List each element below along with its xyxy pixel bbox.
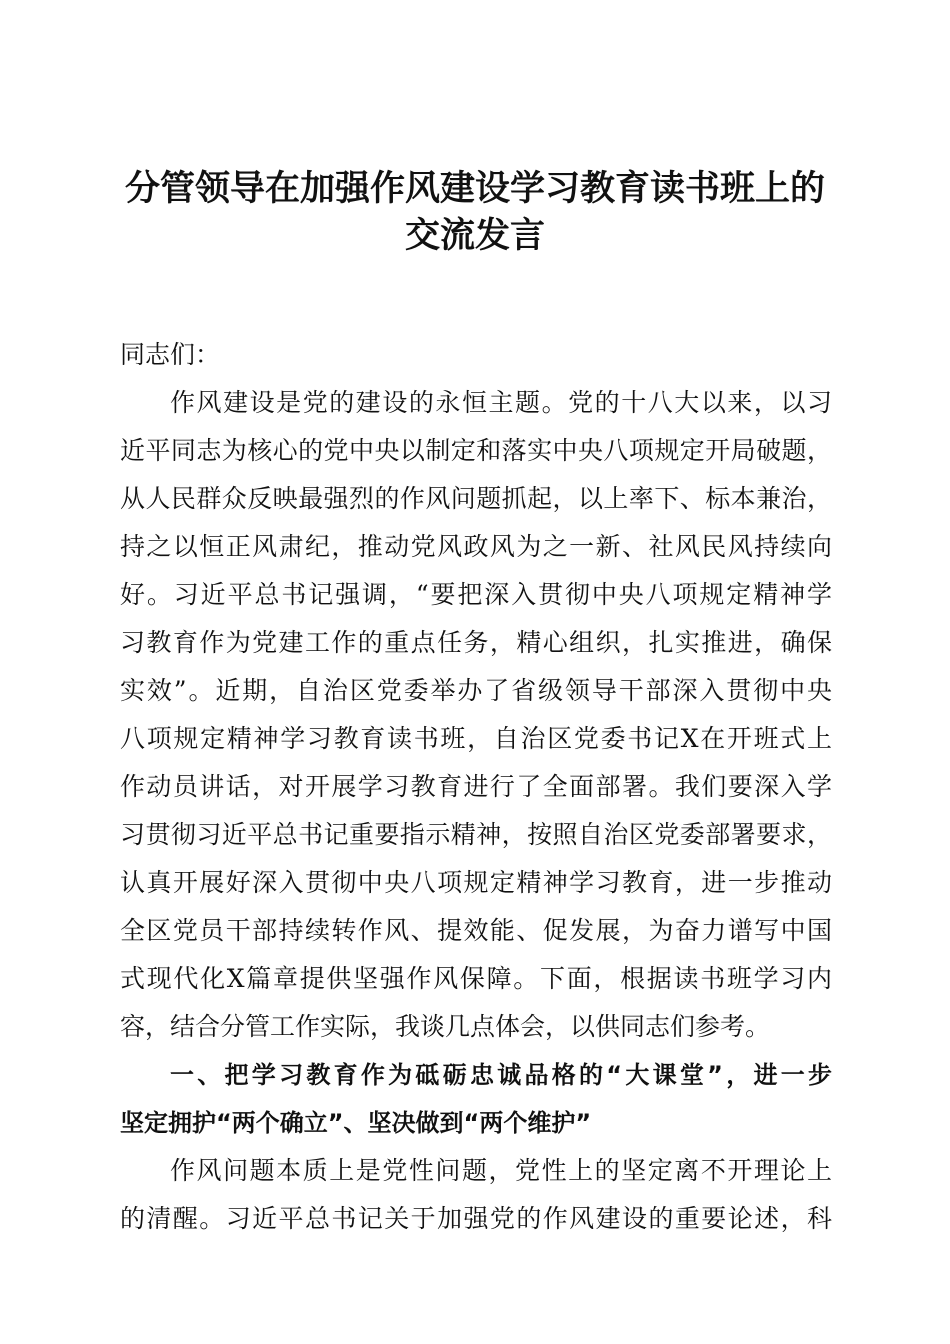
paragraph-line: 作动员讲话，对开展学习教育进行了全面部署。我们要深入学 <box>120 772 832 801</box>
paragraph-line: 实效”。近期，自治区党委举办了省级领导干部深入贯彻中央 <box>120 676 832 705</box>
paragraph-line: 近平同志为核心的党中央以制定和落实中央八项规定开局破题， <box>120 436 832 465</box>
section-heading-line: 坚定拥护“两个确立”、坚决做到“两个维护” <box>120 1109 592 1137</box>
paragraph-line: 作风问题本质上是党性问题，党性上的坚定离不开理论上 <box>170 1156 832 1185</box>
paragraph-line: 作风建设是党的建设的永恒主题。党的十八大以来，以习 <box>170 388 832 417</box>
paragraph-line: 认真开展好深入贯彻中央八项规定精神学习教育，进一步推动 <box>120 868 832 897</box>
salutation: 同志们： <box>120 340 221 369</box>
paragraph-line: 习贯彻习近平总书记重要指示精神，按照自治区党委部署要求， <box>120 820 832 849</box>
paragraph-line: 持之以恒正风肃纪，推动党风政风为之一新、社风民风持续向 <box>120 532 832 561</box>
paragraph-line: 好。习近平总书记强调，“要把深入贯彻中央八项规定精神学 <box>120 580 832 609</box>
paragraph-line: 容，结合分管工作实际，我谈几点体会，以供同志们参考。 <box>120 1012 771 1041</box>
paragraph-line: 八项规定精神学习教育读书班，自治区党委书记X在开班式上 <box>120 724 832 753</box>
paragraph-line: 式现代化X篇章提供坚强作风保障。下面，根据读书班学习内 <box>120 964 832 993</box>
paragraph-line: 全区党员干部持续转作风、提效能、促发展，为奋力谱写中国 <box>120 916 832 945</box>
section-heading-line: 一、把学习教育作为砥砺忠诚品格的“大课堂”，进一步 <box>170 1061 832 1089</box>
paragraph-line: 习教育作为党建工作的重点任务，精心组织，扎实推进，确保 <box>120 628 832 657</box>
document-title-line-1: 分管领导在加强作风建设学习教育读书班上的 <box>124 168 825 209</box>
paragraph-line: 的清醒。习近平总书记关于加强党的作风建设的重要论述，科 <box>120 1204 832 1233</box>
paragraph-line: 从人民群众反映最强烈的作风问题抓起，以上率下、标本兼治， <box>120 484 832 513</box>
document-title-line-2: 交流发言 <box>404 215 545 256</box>
